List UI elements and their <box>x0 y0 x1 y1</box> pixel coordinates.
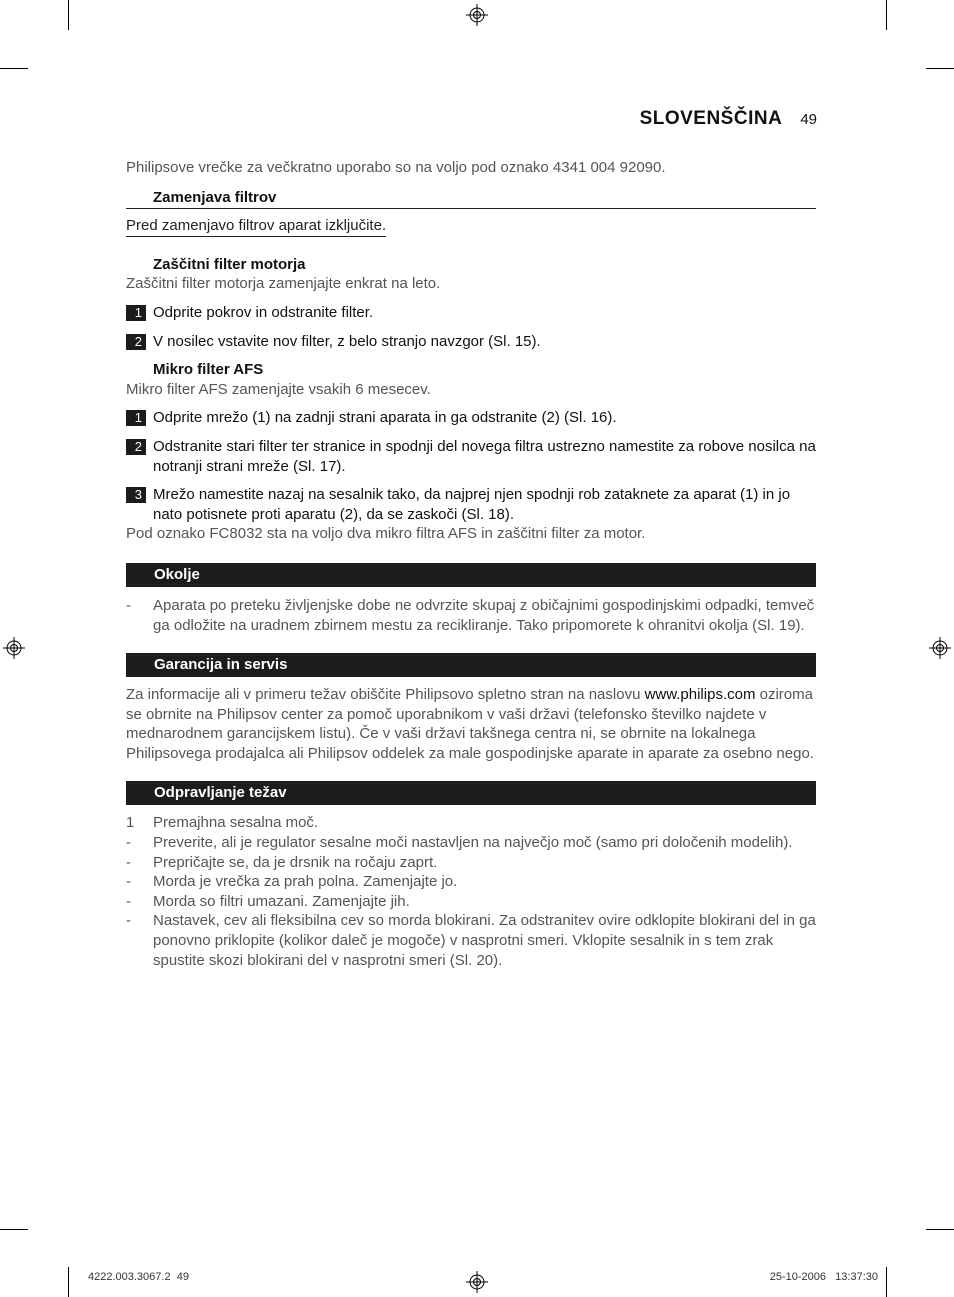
warranty-text-cont: oziroma se obrnite na Philipsov center za pomoč uporabnikom v vaši državi (telefonsko številko najdete v mednarodnem garancijskem listu). Če v vaši državi takšnega centra ni, se obrnite na lokalnega Philipsovega prodajalca ali Philipsov oddelek za male gospodinjske aparate in aparate za osebno nego. <box>126 686 814 762</box>
step-number: 2 <box>126 334 146 350</box>
footer-right <box>770 1271 878 1283</box>
crop-mark <box>926 1229 954 1230</box>
list-text: Premajhna sesalna moč. <box>153 814 319 832</box>
registration-mark-icon <box>3 637 25 659</box>
list-text: Aparata po preteku življenjske dobe ne odvrzite skupaj z običajnimi gospodinjskimi odpadki, temveč ga odložite na uradnem zbirnem mestu za recikliranje. Tako pripomorete k ohranitvi okolja (Sl. 19). <box>153 596 815 634</box>
crop-mark <box>0 68 28 69</box>
step-text: Mrežo namestite nazaj na sesalnik tako, da najprej njen spodnji rob zataknete za aparat (1) in jo nato potisnete proti aparatu (2), da se zaskoči (Sl. 18). <box>153 486 791 523</box>
registration-mark-icon <box>466 4 488 26</box>
list-item <box>126 872 816 892</box>
list-item <box>126 911 816 970</box>
list-item <box>126 853 816 873</box>
page-number: 49 <box>800 111 817 128</box>
language-title: SLOVENŠČINA <box>639 108 783 129</box>
section-bar-warranty: Garancija in servis <box>126 653 816 677</box>
step <box>126 303 816 323</box>
list-marker: - <box>126 873 131 891</box>
list-text: Morda je vrečka za prah polna. Zamenjajte jo. <box>153 873 458 891</box>
filters-heading: Zamenjava filtrov <box>153 188 277 206</box>
troubleshooting-list <box>126 813 816 970</box>
step-text: V nosilec vstavite nov filter, z belo stranjo navzgor (Sl. 15). <box>153 332 541 350</box>
afs-filter-heading: Mikro filter AFS <box>153 361 264 379</box>
list-item <box>126 892 816 912</box>
list-marker: 1 <box>126 814 135 832</box>
step-number: 2 <box>126 439 146 455</box>
divider <box>126 208 816 209</box>
section-bar-environment: Okolje <box>126 563 816 587</box>
registration-mark-icon <box>466 1271 488 1293</box>
list-marker: - <box>126 892 131 910</box>
step <box>126 332 816 352</box>
crop-mark <box>0 1229 28 1230</box>
step <box>126 408 816 428</box>
step-number: 1 <box>126 410 146 426</box>
list-item <box>126 596 816 635</box>
motor-filter-heading: Zaščitni filter motorja <box>153 255 306 273</box>
list-marker: - <box>126 912 131 930</box>
intro-paragraph: Philipsove vrečke za večkratno uporabo so na voljo pod oznako 4341 004 92090. <box>126 159 666 176</box>
step-number: 1 <box>126 305 146 321</box>
list-text: Preverite, ali je regulator sesalne moči nastavljen na največjo moč (samo pri določenih modelih). <box>153 834 793 852</box>
page-header <box>640 108 817 130</box>
warning-text: Pred zamenjavo filtrov aparat izključite. <box>126 216 386 237</box>
motor-filter-text: Zaščitni filter motorja zamenjajte enkrat na leto. <box>126 275 441 293</box>
step <box>126 485 816 524</box>
afs-note: Pod oznako FC8032 sta na voljo dva mikro filtra AFS in zaščitni filter za motor. <box>126 525 646 543</box>
step <box>126 437 816 476</box>
crop-mark <box>886 0 887 30</box>
crop-mark <box>68 0 69 30</box>
list-item <box>126 833 816 853</box>
footer-page: 49 <box>176 1271 189 1283</box>
section-bar-troubleshooting: Odpravljanje težav <box>126 781 816 805</box>
crop-mark <box>886 1267 887 1297</box>
step-text: Odprite pokrov in odstranite filter. <box>153 303 374 321</box>
list-item <box>126 813 816 833</box>
warranty-paragraph <box>126 685 816 763</box>
philips-link[interactable]: www.philips.com <box>644 686 756 704</box>
registration-mark-icon <box>929 637 951 659</box>
afs-filter-text: Mikro filter AFS zamenjajte vsakih 6 mesecev. <box>126 380 431 398</box>
list-marker: - <box>126 596 131 614</box>
list-text: Prepričajte se, da je drsnik na ročaju zaprt. <box>153 853 438 871</box>
list-marker: - <box>126 853 131 871</box>
doc-code: 4222.003.3067.2 <box>88 1271 171 1283</box>
footer-date: 25-10-2006 <box>769 1271 826 1283</box>
crop-mark <box>68 1267 69 1297</box>
step-text: Odstranite stari filter ter stranice in spodnji del novega filtra ustrezno namestite za robove nosilca na notranji strani mreže (Sl. 17). <box>153 437 816 475</box>
warranty-text: Za informacije ali v primeru težav obiščite Philipsovo spletno stran na naslovu <box>126 686 645 704</box>
footer-time: 13:37:30 <box>835 1271 878 1283</box>
list-text: Nastavek, cev ali fleksibilna cev so morda blokirani. Za odstranitev ovire odklopite blokirani del in ga ponovno priklopite (kolikor daleč je mogoče) v nasprotni smeri. Vklopite sesalnik in s tem zrak spustite skozi blokirani del v nasprotni smeri (Sl. 20). <box>153 912 816 969</box>
list-marker: - <box>126 834 131 852</box>
step-number: 3 <box>126 487 146 503</box>
page-content <box>126 158 816 970</box>
step-text: Odprite mrežo (1) na zadnji strani aparata in ga odstranite (2) (Sl. 16). <box>153 409 617 427</box>
crop-mark <box>926 68 954 69</box>
list-text: Morda so filtri umazani. Zamenjajte jih. <box>153 892 410 910</box>
footer-left <box>88 1271 189 1283</box>
